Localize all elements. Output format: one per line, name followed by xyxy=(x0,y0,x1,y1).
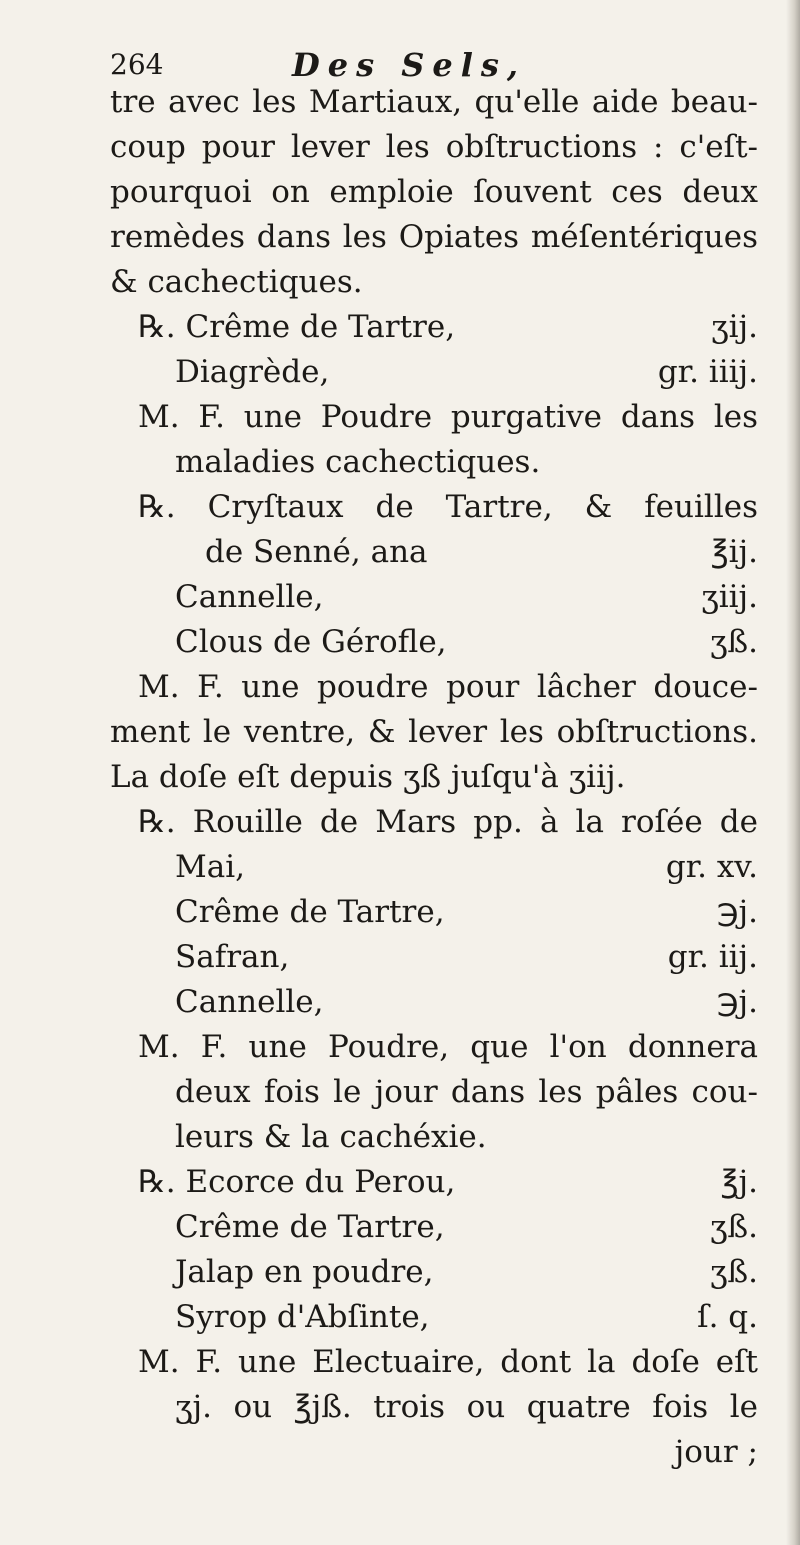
recipe-instruction: M. F. une Poudre purgative dans les xyxy=(138,399,758,435)
recipe-item xyxy=(175,935,758,979)
ingredient-quantity: ℈j. xyxy=(716,894,758,930)
recipe-item xyxy=(175,980,758,1024)
recipe-item xyxy=(175,350,758,394)
recipe-instruction: ment le ventre, & lever les obſtructions. xyxy=(110,714,758,750)
recipe-item xyxy=(175,845,758,889)
recipe-item: ℞. Cryſtaux de Tartre, & feuilles xyxy=(138,489,758,525)
ingredient-quantity: gr. iij. xyxy=(667,939,758,975)
intro-line: tre avec les Martiaux, qu'elle aide beau- xyxy=(110,84,758,120)
recipe-item xyxy=(175,1250,758,1294)
intro-line: coup pour lever les obſtructions : c'eſt- xyxy=(110,129,758,165)
ingredient-quantity: ℥j. xyxy=(720,1164,758,1200)
ingredient-name: de Senné, ana xyxy=(205,534,428,570)
running-title: Des Sels, xyxy=(292,46,527,84)
ingredient-name: Clous de Gérofle, xyxy=(175,624,447,660)
ingredient-quantity: gr. xv. xyxy=(665,849,758,885)
ingredient-quantity: ʒß. xyxy=(709,1209,758,1245)
ingredient-name: Mai, xyxy=(175,849,245,885)
ingredient-name: Diagrède, xyxy=(175,354,330,390)
recipe-item xyxy=(175,1295,758,1339)
recipe-item xyxy=(175,620,758,664)
ingredient-name: ℞. Ecorce du Perou, xyxy=(138,1164,456,1200)
ingredient-quantity: ℥ij. xyxy=(710,534,758,570)
ingredient-name: Jalap en poudre, xyxy=(175,1254,434,1290)
ingredient-name: Crême de Tartre, xyxy=(175,894,445,930)
recipe-instruction: M. F. une poudre pour lâcher douce- xyxy=(138,669,758,705)
intro-line: & cachectiques. xyxy=(110,264,363,300)
ingredient-quantity: gr. iiij. xyxy=(657,354,758,390)
recipe-item xyxy=(138,1160,758,1204)
page-number: 264 xyxy=(110,48,164,81)
recipe-instruction: leurs & la cachéxie. xyxy=(175,1119,487,1155)
ingredient-quantity: ʒß. xyxy=(709,1254,758,1290)
ingredient-quantity: ℈j. xyxy=(716,984,758,1020)
ingredient-quantity: ʒiij. xyxy=(701,579,758,615)
ingredient-quantity: ʒß. xyxy=(709,624,758,660)
recipe-instruction: maladies cachectiques. xyxy=(175,444,541,480)
recipe-item xyxy=(205,530,758,574)
recipe-item xyxy=(175,890,758,934)
recipe-item xyxy=(138,305,758,349)
recipe-instruction: La doſe eſt depuis ʒß juſqu'à ʒiij. xyxy=(110,759,626,795)
recipe-instruction: M. F. une Electuaire, dont la doſe eſt xyxy=(138,1344,758,1380)
intro-line: pourquoi on emploie ſouvent ces deux xyxy=(110,174,758,210)
recipe-instruction: ʒj. ou ℥jß. trois ou quatre fois le xyxy=(175,1389,758,1425)
ingredient-quantity: ʒij. xyxy=(711,309,758,345)
ingredient-name: Cannelle, xyxy=(175,579,324,615)
ingredient-name: ℞. Crême de Tartre, xyxy=(138,309,456,345)
ingredient-quantity: ſ. q. xyxy=(697,1299,758,1335)
ingredient-name: Syrop d'Abſinte, xyxy=(175,1299,430,1335)
recipe-instruction: deux fois le jour dans les pâles cou- xyxy=(175,1074,758,1110)
recipe-item xyxy=(175,575,758,619)
intro-line: remèdes dans les Opiates méſentériques xyxy=(110,219,758,255)
recipe-instruction: jour ; xyxy=(674,1434,758,1470)
ingredient-name: Crême de Tartre, xyxy=(175,1209,445,1245)
recipe-item: ℞. Rouille de Mars pp. à la roſée de xyxy=(138,804,758,840)
ingredient-name: Cannelle, xyxy=(175,984,324,1020)
page-edge-shadow xyxy=(786,0,800,1545)
recipe-item xyxy=(175,1205,758,1249)
recipe-instruction: M. F. une Poudre, que l'on donnera xyxy=(138,1029,758,1065)
ingredient-name: Safran, xyxy=(175,939,290,975)
